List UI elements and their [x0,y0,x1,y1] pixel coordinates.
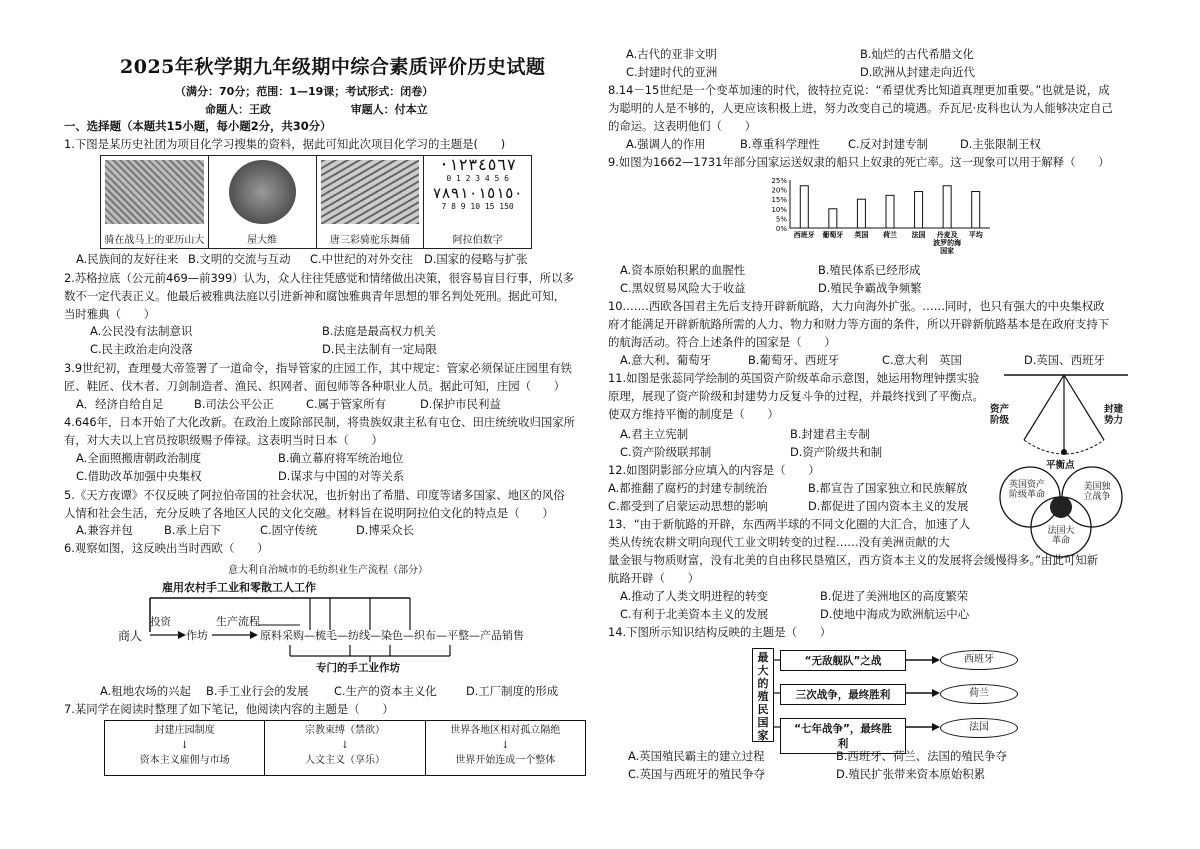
q9-stem: 9.如图为1662—1731年部分国家运送奴隶的船只上奴隶的死亡率。这一现象可以用于解释（ ） [608,155,1110,169]
option[interactable]: D.殖民争霸战争频繁 [818,281,922,295]
country-oval: 荷兰 [940,684,1018,704]
q3-stem: 3.9世纪初，查理曼大帝签署了一道命令，指导管家的庄园工作，其中规定：管家必须保证庄园里有铁 [64,361,572,375]
country-oval: 法国 [940,718,1018,738]
invest-label: 投资 [150,616,171,628]
q13-stem: 量金银与物质财富，没有北美的自由移民垦殖区，西方资本主义的发展将会缓慢得多。”由此可知新 [608,553,1099,567]
q2-stem: 数不一定代表正义。他最后被雅典法庭以引进新神和腐蚀雅典青年思想的罪名判处死刑。据此可知， [64,289,566,303]
q11-stem: 11.如图是张蕊同学绘制的英国资产阶级革命示意图，她运用物理钟摆实验 [608,371,980,385]
option[interactable]: B.尊重科学理性 [740,137,820,151]
option[interactable]: D.都促进了国内资本主义的发展 [808,499,969,513]
merchant-label: 商人 [118,629,143,643]
option[interactable]: B.西班牙、荷兰、法国的殖民争夺 [836,749,1007,763]
option[interactable]: C.民主政治走向没落 [90,342,193,356]
option[interactable]: C.有利于北美资本主义的发展 [620,607,769,621]
q7-stem: 7.某同学在阅读时整理了如下笔记，他阅读内容的主题是（ ） [64,702,394,716]
q13-stem: 类从传统农耕文明向现代工业文明转变的过程……没有美洲贡献的大 [608,535,950,549]
y-tick-label: 15% [771,196,787,205]
option[interactable]: C.都受到了启蒙运动思想的影响 [608,499,768,513]
option[interactable]: B.灿烂的古代希腊文化 [860,47,974,61]
q8-stem: 为聪明的人是不够的，人更应该积极上进，努力改变自己的境遇。乔瓦尼·皮科也认为人能够决定自己 [608,101,1113,115]
option[interactable]: A.兼容并包 [76,523,133,537]
down-arrow-icon: ↓ [180,740,189,751]
option[interactable]: C.属于管家所有 [306,397,386,411]
option[interactable]: A.公民没有法制意识 [90,324,193,338]
note-top: 世界各地区相对孤立隔绝 [450,725,561,736]
option[interactable]: D.主张限制王权 [960,137,1041,151]
q13-stem: 13．“由于新航路的开辟，东西两半球的不同文化圈的大汇合，加速了人 [608,517,971,531]
exam-meta: （满分：70分；范围：1—19课；考试形式：闭卷） [175,85,434,98]
author-label: 命题人：王政 [205,103,271,116]
option[interactable]: B.承上启下 [164,523,221,537]
option[interactable]: C.黑奴贸易风险大于收益 [620,281,746,295]
category-label: 西班牙 [793,231,815,239]
section-title: 一、选择题（本题共15小题，每小题2分，共30分） [64,119,332,133]
q12-stem: 12.如图阴影部分应填入的内容是（ ） [608,463,820,477]
option[interactable]: B.都宣告了国家独立和民族解放 [808,481,968,495]
q11-stem: 原理，展现了资产阶级和封建势力反复斗争的过程，并最终找到了平衡点。 [608,389,984,403]
q1-caption: 骑在战马上的亚历山大 [104,235,205,246]
largest-colonial-power-box: 最大的殖民国家 [752,648,774,742]
option[interactable]: A.租地农场的兴起 [100,684,191,698]
category-label: 荷兰 [883,231,897,239]
down-arrow-icon: ↓ [501,740,510,751]
category-label: 英国 [854,231,869,239]
option[interactable]: B.司法公平公正 [194,397,274,411]
option[interactable]: A.民族间的友好往来 [76,252,179,266]
q8-stem: 8.14－15世纪是一个变革加速的时代，彼特拉克说：“希望优秀比知道真理更加重要。”也就是说，成 [608,83,1110,97]
option[interactable]: D.英国、西班牙 [1024,353,1105,367]
q3-stem: 匠、鞋匠、伐木者、刀剑制造者、渔民、织网者、面包师等各种职业人员。据此可知，庄园（ ） [64,379,566,393]
option[interactable]: A.推动了人类文明进程的转变 [620,589,768,603]
q2-stem: 2.苏格拉底（公元前469—前399）认为，众人往往凭感觉和情绪做出决策，很容易盲目行事，所以多 [64,271,574,285]
workshop-label: 作坊 [186,629,208,642]
q5-stem: 人情和社会生活，充分反映了各地区人民的文化交融。材料旨在说明阿拉伯文化的特点是（ ） [64,506,554,520]
option[interactable]: A．经济自给自足 [76,397,164,411]
option[interactable]: A.意大利、葡萄牙 [620,353,711,367]
option[interactable]: D.民主法制有一定局限 [322,342,437,356]
q1-caption: 阿拉伯数字 [452,235,503,246]
digits-row: 7 8 9 10 15 150 [441,202,514,211]
category-label: 丹麦及波罗的海国家 [933,231,962,255]
option[interactable]: C.固守传统 [260,523,318,537]
q14-stem: 14.下图所示知识结构反映的主题是（ ） [608,625,832,639]
q4-stem: 4.646年，日本开始了大化改新。在政治上废除部民制，将贵族奴隶主私有屯仓、田庄统统收归国家所 [64,415,576,429]
q1-stem: 1.下图是某历史社团为项目化学习搜集的资料，据此可知此次项目化学习的主题是( ) [64,137,506,151]
q4-stem: 有，对大夫以上官员按职级赐予俸禄。这表明当时日本（ ） [64,433,383,447]
digits-row: ٧٨٩١٠١٥١٥٠ [432,184,523,202]
option[interactable]: D.殖民扩张带来资本原始积累 [836,767,986,781]
digits-row: 0 1 2 3 4 5 6 [446,174,509,183]
option[interactable]: A.全面照搬唐朝政治制度 [76,451,202,465]
option[interactable]: B.手工业行会的发展 [206,684,309,698]
option[interactable]: B.葡萄牙、西班牙 [748,353,840,367]
option[interactable]: A.古代的亚非文明 [626,47,717,61]
q6-stem: 6.观察如图，这反映出当时西欧（ ） [64,541,269,555]
q1-caption: 屋大维 [247,235,278,246]
category-label: 法国 [911,231,926,239]
q13-stem: 航路开辟（ ） [608,571,700,585]
q2-stem: 当时雅典（ ） [64,307,156,321]
q10-stem: 的航海活动。符合上述条件的国家是（ ） [608,335,836,349]
option[interactable]: C.英国与西班牙的殖民争夺 [628,767,765,781]
option[interactable]: D.欧洲从封建走向近代 [860,65,975,79]
option[interactable]: B.殖民体系已经形成 [818,263,921,277]
country-oval: 西班牙 [940,650,1018,670]
q10-stem: 10.……西欧各国君主先后支持开辟新航路，大力向海外扩张。……同时，也只有强大的中央集权政 [608,299,1105,313]
option[interactable]: D.资产阶级共和制 [790,445,883,459]
q5-stem: 5.《天方夜谭》不仅反映了阿拉伯帝国的社会状况，也折射出了希腊、印度等诸多国家、地区的风俗 [64,488,565,502]
option[interactable]: A.强调人的作用 [626,137,706,151]
flow-title: 意大利自治城市的毛纺织业生产流程（部分） [228,565,428,576]
event-box: “七年战争”，最终胜利 [780,718,906,754]
option[interactable]: D.工厂制度的形成 [466,684,559,698]
option[interactable]: D.保护市民利益 [420,397,501,411]
option[interactable]: C.意大利 英国 [882,353,962,367]
note-top: 封建庄园制度 [154,725,215,736]
y-tick-label: 0% [775,225,787,233]
digits-row: ·١٢٣٤٥٦٧ [439,155,517,174]
balance-label: 平衡点 [1046,460,1075,471]
y-tick-label: 5% [775,215,787,224]
exam-title: 2025年秋学期九年级期中综合素质评价历史试题 [120,56,546,78]
option[interactable]: A.英国殖民霸主的建立过程 [628,749,765,763]
venn-label-french-revolution: 法国大革命 [1047,526,1075,546]
process-chain: 原料采购—梳毛—纺线—染色—织布—平整—产品销售 [260,629,524,642]
venn-label-english-revolution: 英国资产阶级革命 [1008,480,1045,500]
option[interactable]: B.确立幕府将军统治地位 [278,451,404,465]
option[interactable]: A.君主立宪制 [620,427,689,441]
option[interactable]: C.生产的资本主义化 [334,684,437,698]
reviewer-label: 审题人：付本立 [350,103,428,116]
bourgeois-label: 资产阶级 [990,404,1010,426]
option[interactable]: C.封建时代的亚洲 [626,65,718,79]
y-tick-label: 10% [771,205,787,214]
down-arrow-icon: ↓ [340,740,350,751]
option[interactable]: C.中世纪的对外交往 [310,252,413,266]
note-bottom: 世界开始连成一个整体 [455,755,556,766]
note-top: 宗教束缚（禁欲） [304,725,385,736]
option[interactable]: C.资产阶级联邦制 [620,445,712,459]
q10-stem: 府才能满足开辟新航路所需的人力、物力和财力等方面的条件，所以开辟新航路基本是在政府支持下 [608,317,1110,331]
venn-label-american-war: 美国独立战争 [1083,482,1111,502]
note-bottom: 资本主义雇佣与市场 [139,755,230,766]
option[interactable]: D.博采众长 [356,523,414,537]
option[interactable]: A.资本原始积累的血腥性 [620,263,746,277]
option[interactable]: D.使地中海成为欧洲航运中心 [820,607,970,621]
option[interactable]: B.封建君主专制 [790,427,870,441]
category-label: 平均 [968,231,983,239]
category-label: 葡萄牙 [822,231,844,239]
option[interactable]: D.国家的侵略与扩张 [424,252,528,266]
option[interactable]: D.谋求与中国的对等关系 [278,469,405,483]
option[interactable]: C.反对封建专制 [848,137,928,151]
option[interactable]: B.促进了美洲地区的高度繁荣 [820,589,969,603]
event-box: 三次战争，最终胜利 [780,684,906,705]
feudal-label: 封建势力 [1104,404,1124,426]
option[interactable]: B.法庭是最高权力机关 [322,324,436,338]
process-label: 生产流程 [216,615,260,628]
option[interactable]: C.借助改革加强中央集权 [76,469,202,483]
event-box: “无敌舰队”之战 [780,650,906,671]
y-tick-label: 25% [771,177,787,185]
hire-label: 雇用农村手工业和零散工人工作 [162,581,316,594]
q11-stem: 使双方维持平衡的制度是（ ） [608,407,779,421]
option[interactable]: B.文明的交流与互动 [188,252,291,266]
note-bottom: 人文主义（享乐） [304,755,385,766]
special-workshop-label: 专门的手工业作坊 [316,662,400,674]
option[interactable]: A.都推翻了腐朽的封建专制统治 [608,481,768,495]
y-tick-label: 20% [771,186,787,195]
q1-caption: 唐三彩骑驼乐舞俑 [329,235,410,246]
q8-stem: 的命运。这表明他们（ ） [608,119,757,133]
